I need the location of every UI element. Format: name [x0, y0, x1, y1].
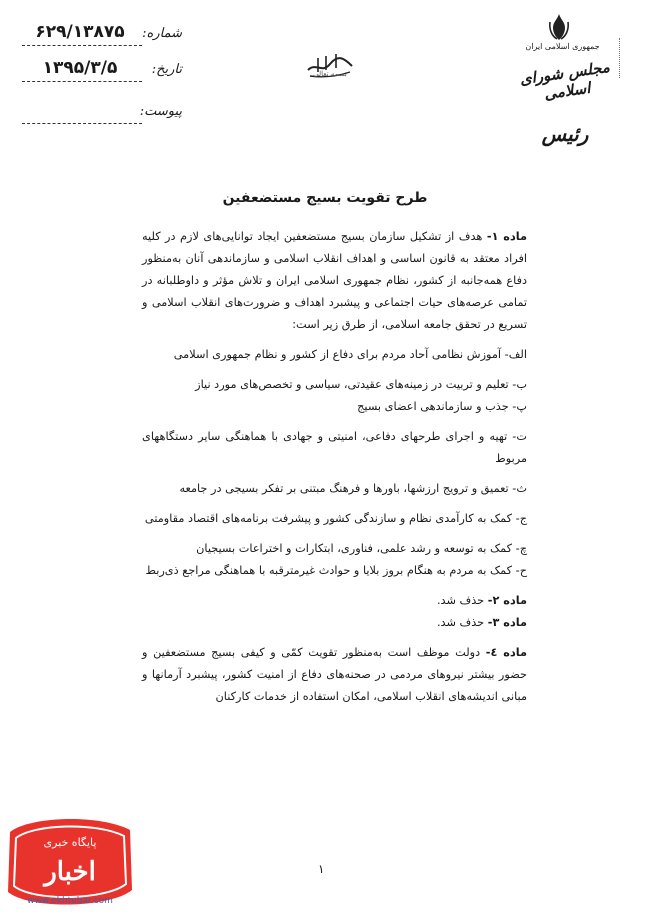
majlis-text: مجلس شورای اسلامی [518, 57, 611, 104]
list-item: ب- تعلیم و تربیت در زمینه‌های عقیدتی، سیاسی و تخصص‌های مورد نیاز [195, 378, 527, 391]
document-body [142, 226, 527, 716]
article-1-label: ماده ۱- [486, 230, 527, 243]
watermark-url: www.ekhtebar.com [27, 896, 113, 906]
number-field [22, 22, 182, 48]
article-3 [142, 612, 527, 634]
article-2-label: ماده ۲- [487, 594, 527, 607]
list-item: ج- کمک به کارآمدی نظام و سازندگی کشور و پیشرفت برنامه‌های اقتصاد مقاومتی [144, 512, 527, 525]
article-3-label: ماده ۳- [487, 616, 527, 629]
article-1-text: هدف از تشکیل سازمان بسیج مستضعفین ایجاد توانایی‌های لازم در کلیه افراد معتقد به قانون اساسی و اهداف انقلاب اسلامی و سازماندهی آنان به‌منظور دفاع همه‌جانبه از کشور، نظام جمهوری اسلامی ایران و تلاش مؤثر و داوطلبانه در تمامی عرصه‌های حیات اجتماعی و پیشبرد اهداف و ضرورت‌های انقلاب اسلامی و تسریع در تحقق جامعه اسلامی، از طرق زیر است: [142, 230, 527, 331]
date-value: ۱۳۹۵/۳/۵ [42, 58, 118, 78]
attachment-field [22, 104, 182, 126]
article-4 [142, 642, 527, 708]
article-1 [142, 226, 527, 336]
document-title: طرح تقویت بسیج مستضعفین [222, 190, 428, 206]
date-underline [22, 81, 142, 82]
date-label: تاریخ: [151, 62, 182, 77]
list-item: پ- جذب و سازماندهی اعضای بسیج [357, 400, 527, 413]
article-4-text: دولت موظف است به‌منظور تقویت کمّی و کیفی بسیج مستضعفین و حضور بیشتر نیروهای مردمی در صحنه‌های دفاع از امنیت کشور، پیشبرد آرمانها و مبانی اندیشه‌های انقلاب اسلامی، امکان استفاده از خدمات کارکنان [142, 646, 527, 703]
list-item: چ- کمک به توسعه و رشد علمی، فناوری، ابتکارات و اختراعات بسیجیان [196, 542, 527, 555]
invocation-calligraphy [300, 48, 360, 82]
attachment-underline [22, 123, 142, 124]
article-2 [142, 590, 527, 612]
article-4-label: ماده ٤- [485, 646, 527, 659]
article-2-text: حذف شد. [436, 594, 485, 607]
list-item: ت- تهیه و اجرای طرحهای دفاعی، امنیتی و جهادی با هماهنگی سایر دستگاههای مربوط [142, 430, 527, 465]
letterhead [505, 12, 630, 152]
attachment-label: پیوست: [139, 104, 182, 119]
watermark-line2: اخبار [44, 857, 96, 887]
article-3-text: حذف شد. [436, 616, 485, 629]
page-number: ۱ [318, 862, 325, 876]
number-underline [22, 45, 142, 46]
date-field [22, 58, 182, 84]
watermark-line1: پایگاه خبری [43, 836, 97, 849]
list-item: الف- آموزش نظامی آحاد مردم برای دفاع از کشور و نظام جمهوری اسلامی [173, 348, 527, 361]
speaker-text: رئیس [541, 122, 589, 146]
number-label: شماره: [142, 26, 182, 41]
letterhead-side-marks [619, 38, 628, 78]
iran-emblem-icon [547, 12, 571, 42]
invocation-text: بسمه تعالی [313, 70, 347, 78]
republic-text: جمهوری اسلامی ایران [525, 42, 600, 51]
list-item: ث- تعمیق و ترویج ارزشها، باورها و فرهنگ مبتنی بر تفکر بسیجی در جامعه [179, 482, 527, 495]
number-value: ۶۲۹/۱۳۸۷۵ [35, 22, 125, 42]
list-item: ح- کمک به مردم به هنگام بروز بلایا و حوادث غیرمترقبه با هماهنگی مراجع ذی‌ربط [145, 564, 527, 577]
